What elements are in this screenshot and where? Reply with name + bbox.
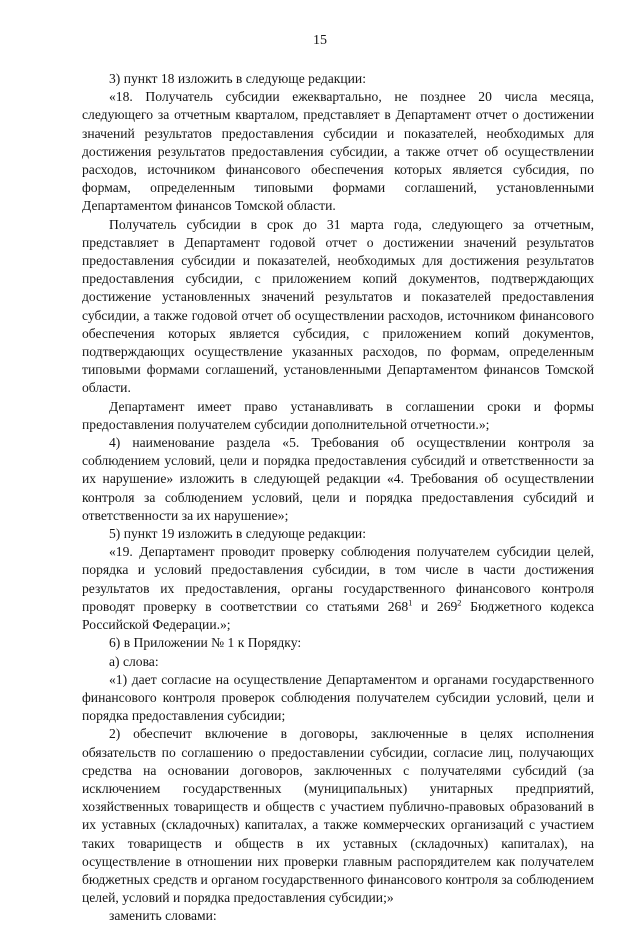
paragraph-additional-reporting: Департамент имеет право устанавливать в соглашении сроки и формы предоставления получателем субсидии дополнительной отчетности.»; bbox=[82, 398, 594, 432]
paragraph-item-6: 6) в Приложении № 1 к Порядку: bbox=[109, 635, 302, 651]
paragraph-consent-1: «1) дает согласие на осуществление Департаментом и органами государственного финансового контроля проверок соблюдения получателем субсидии условий, цели и порядка предоставления субсидии; bbox=[82, 671, 594, 724]
paragraph-replace-with: заменить словами: bbox=[109, 908, 217, 924]
paragraph-consent-2: 2) обеспечит включение в договоры, заключенные в целях исполнения обязательств по соглашению о предоставлении субсидии, согласие лиц, получающих средства на основании договоров, заключенных с получателями субсидий (за исключением государственных (муниципальных) унитарных предприятий, хозяйственных товариществ и обществ с участием публично-правовых образований в их уставных (складочных) капиталах, а также коммерческих организаций с участием таких товариществ и обществ в их уставных (складочных) капиталах), на осуществление в отношении них проверки главным распорядителем как получателем бюджетных средств и органом государственного финансового контроля за соблюдением целей, условий и порядка предоставления субсидии;» bbox=[82, 726, 594, 906]
page-number: 15 bbox=[313, 33, 327, 48]
superscript-2: 2 bbox=[457, 597, 462, 608]
paragraph-item-4: 4) наименование раздела «5. Требования об осуществлении контроля за соблюдением условий, цели и порядка предоставления субсидий и ответственности за их нарушение» изложить в следующей редакции «4. Требования об осуществлении контроля за соблюдением условий, цели и порядка предоставления субсидий и ответственности за их нарушение»; bbox=[82, 435, 594, 523]
item-19-text-middle: и 269 bbox=[412, 598, 458, 614]
paragraph-item-18: «18. Получатель субсидии ежеквартально, не позднее 20 числа месяца, следующего за отчетным кварталом, представляет в Департамент отчет о достижении значений результатов предоставления субсидии и показателей, необходимых для достижения результатов предоставления субсидии, а также отчет об осуществлении расходов, источником финансового обеспечения которых является субсидия, по формам, определенным типовыми формами соглашений, установленными Департаментом финансов Томской области. bbox=[82, 89, 594, 214]
document-body bbox=[82, 70, 594, 926]
superscript-1: 1 bbox=[408, 597, 413, 608]
paragraph-item-19 bbox=[82, 543, 594, 634]
paragraph-item-3: 3) пункт 18 изложить в следующе редакции: bbox=[109, 71, 366, 86]
paragraph-sub-a: а) слова: bbox=[109, 653, 159, 669]
paragraph-annual-report: Получатель субсидии в срок до 31 марта года, следующего за отчетным, представляет в Департамент годовой отчет о достижении значений результатов предоставления субсидии и показателей, необходимых для достижения результатов предоставления субсидии, с приложением копий документов, подтверждающих достижение установленных значений результатов и показателей предоставления субсидии, а также годовой отчет об осуществлении расходов, источником финансового обеспечения которых является субсидия, с приложением копий документов, подтверждающих осуществление указанных расходов, по формам, определенным типовыми формами соглашений, установленными Департаментом финансов Томской области. bbox=[82, 216, 594, 396]
item-19-text-before: «19. Департамент проводит проверку соблюдения получателем субсидии целей, порядка и условий предоставления субсидии, в том числе в части достижения результатов их предоставления, органы государственного финансового контроля проводят проверку в соответствии со статьями 268 bbox=[82, 544, 594, 614]
item-19-text-after: Бюджетного кодекса Российской Федерации.»; bbox=[82, 598, 595, 633]
paragraph-item-5: 5) пункт 19 изложить в следующе редакции: bbox=[109, 526, 366, 542]
